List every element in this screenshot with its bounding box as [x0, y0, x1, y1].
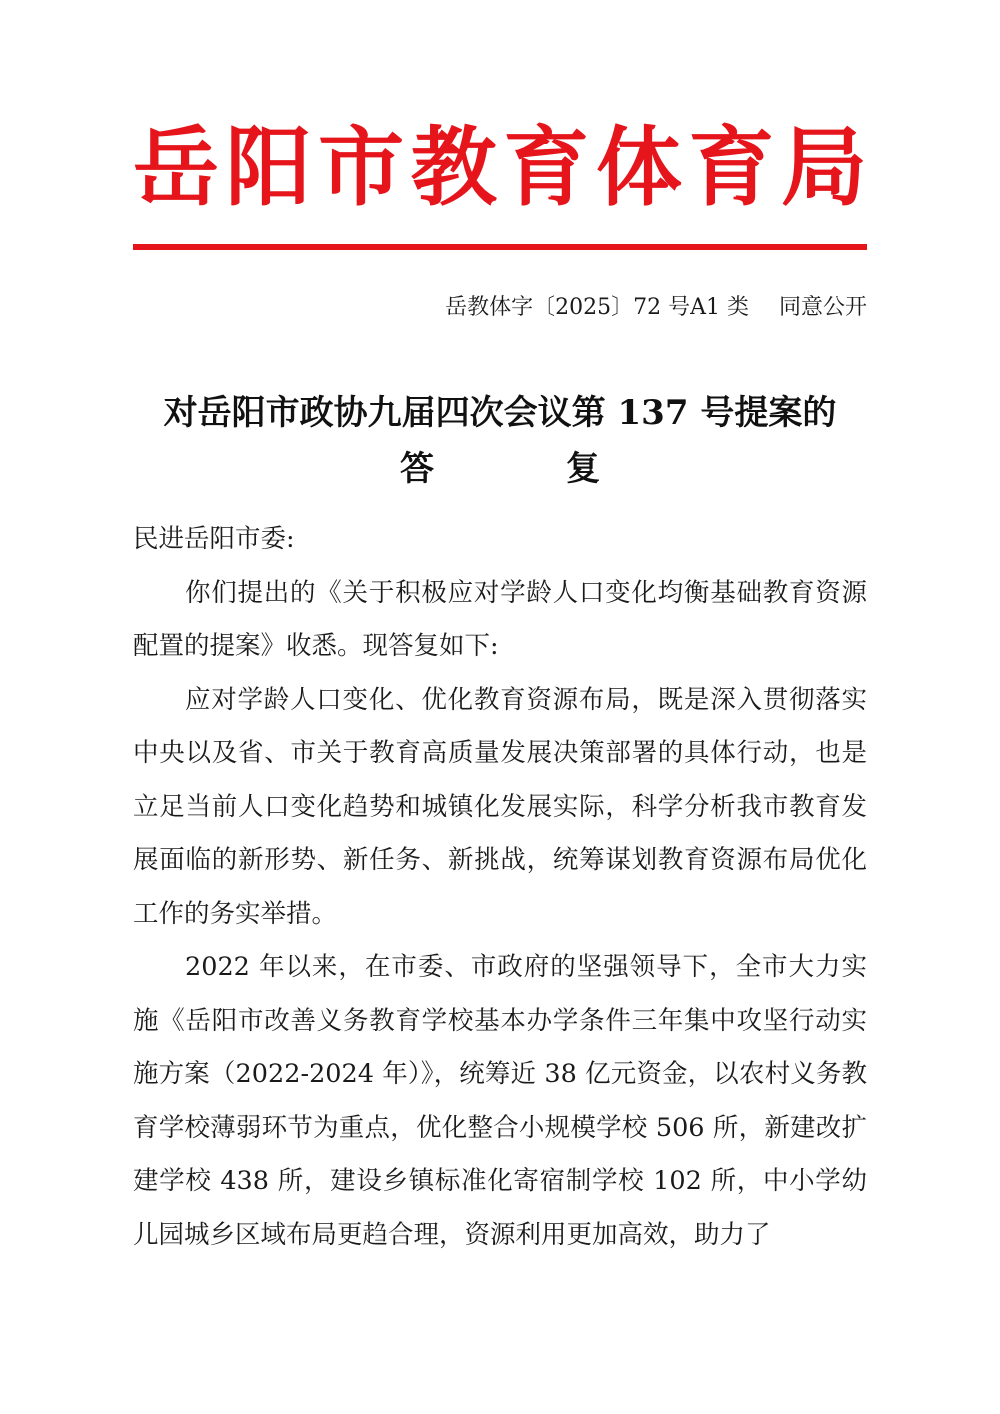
title-char-left: 答: [400, 449, 434, 489]
header-char: 教: [410, 117, 497, 218]
header-char: 阳: [225, 117, 312, 218]
header-char: 岳: [133, 117, 219, 218]
title-line-2: [133, 441, 867, 497]
header-char: 体: [595, 117, 682, 218]
organization-header: [133, 118, 867, 218]
disclosure-status: 同意公开: [778, 295, 867, 320]
recipient: 民进岳阳市委:: [133, 524, 295, 554]
header-char: 市: [318, 117, 405, 218]
title-line-1: 对岳阳市政协九届四次会议第 137 号提案的: [163, 393, 837, 433]
header-char: 育: [688, 117, 775, 218]
header-char: 育: [503, 117, 590, 218]
paragraph: 应对学龄人口变化、优化教育资源布局，既是深入贯彻落实中央以及省、市关于教育高质量发展决策部署的具体行动，也是立足当前人口变化趋势和城镇化发展实际，科学分析我市教育发展面临的新形势、新任务、新挑战，统筹谋划教育资源布局优化工作的务实举措。: [133, 684, 867, 929]
title-char-right: 复: [566, 449, 600, 489]
document-code: 岳教体字〔2025〕72 号A1 类: [445, 295, 749, 320]
red-divider: [133, 244, 867, 250]
document-number: [445, 290, 867, 326]
document-body: [133, 513, 867, 1262]
document-title: [133, 385, 867, 497]
paragraph: 2022 年以来，在市委、市政府的坚强领导下，全市大力实施《岳阳市改善义务教育学校基本办学条件三年集中攻坚行动实施方案（2022-2024 年）》，统筹近 38 亿元资金，以农村义务教育学校薄弱环节为重点，优化整合小规模学校 506 所，新建改扩建学校 438 所，建设乡镇标准化寄宿制学校 102 所，中小学幼儿园城乡区域布局更趋合理，资源利用更加高效，助力了: [133, 952, 867, 1250]
header-char: 局: [780, 117, 867, 218]
paragraph: 你们提出的《关于积极应对学龄人口变化均衡基础教育资源配置的提案》收悉。现答复如下:: [133, 577, 867, 661]
